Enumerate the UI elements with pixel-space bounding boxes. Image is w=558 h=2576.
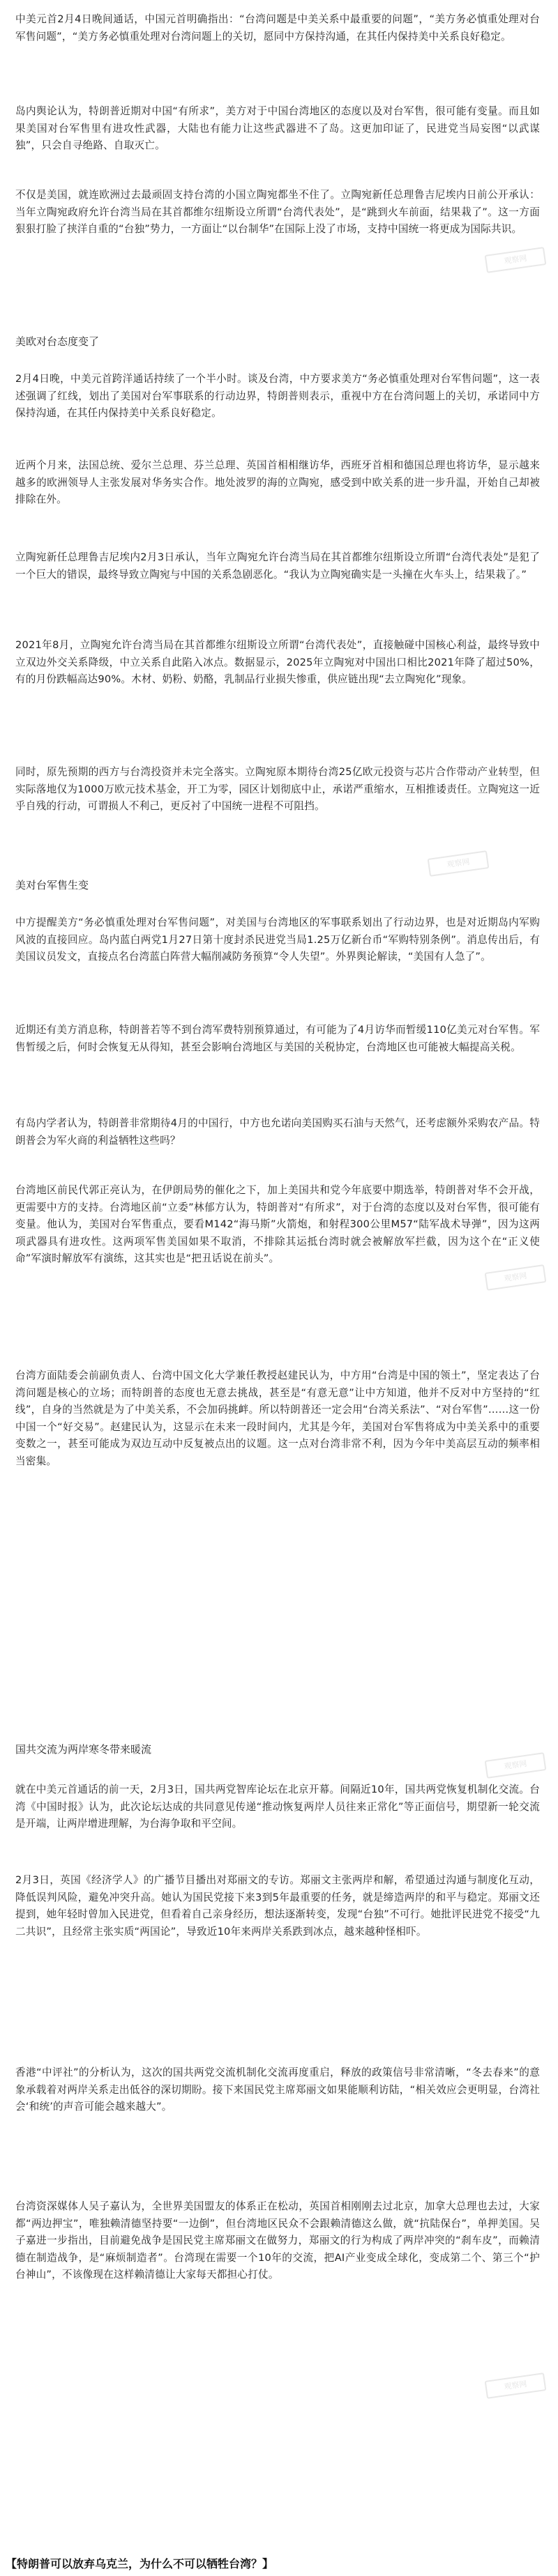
paragraph: 台湾资深媒体人吴子嘉认为，全世界美国盟友的体系正在松动，英国首相刚刚去过北京，加拿大总理也去过，大家都“两边押宝”，唯独赖清德坚持要“一边倒”，但台湾地区民众不会跟赖清德这么做，就“抗陆保台”，单押美国。吴子嘉进一步指出，目前避免战争是国民党主席郑丽文在做努力，郑丽文的行为构成了两岸冲突的“刹车皮”，而赖清德在制造战争，是“麻烦制造者”。台湾现在需要一个10年的交流，把AI产业变成全球化，变成第二个、第三个“护台神山”，不该像现在这样赖清德让大家每天都担心打仗。	[15, 2200, 540, 2281]
section-heading: 国共交流为两岸寒冬带来暖流	[15, 1743, 152, 1756]
paragraph: 近两个月来，法国总统、爱尔兰总理、芬兰总理、英国首相相继访华，西班牙首相和德国总理也将访华，显示越来越多的欧洲领导人主张发展对华务实合作。地处波罗的海的立陶宛，感受到中欧关系的进一步升温，开始自己却被排除在外。	[15, 459, 540, 506]
section-heading: 美欧对台态度变了	[15, 335, 100, 348]
paragraph: 2月4日晚，中美元首跨洋通话持续了一个半小时。谈及台湾，中方要求美方“务必慎重处理对台军售问题”，这一表述强调了红线，划出了美国对台军事联系的行动边界，特朗普则表示，重视中方在台湾问题上的关切，承诺同中方保持沟通，在其任内保持美中关系良好稳定。	[15, 373, 540, 420]
watermark-stamp: 观察网	[485, 247, 547, 273]
watermark-stamp: 观察网	[485, 1264, 547, 1291]
watermark-stamp: 观察网	[485, 1752, 547, 1779]
paragraph: 同时，原先预期的西方与台湾投资并未完全落实。立陶宛原本期待台湾25亿欧元投资与芯片合作带动产业转型，但实际落地仅为1000万欧元技术基金，开工为零，园区计划彻底中止，承诺严重缩水，互相推诿责任。立陶宛这一近乎自残的行动，可谓损人不利己，更反衬了中国统一进程不可阻挡。	[15, 766, 540, 813]
paragraph: 2月3日，英国《经济学人》的广播节目播出对郑丽文的专访。郑丽文主张两岸和解，希望通过沟通与制度化互动，降低误判风险，避免冲突升高。她认为国民党接下来3到5年最重要的任务，就是缔造两岸的和平与稳定。郑丽文还提到，她年轻时曾加入民进党，但看着自己亲身经历，想法逐渐转变，发现“台独”不可行。她批评民进党不接受“九二共识”，且经常主张实质“两国论”，导致近10年来两岸关系跌到冰点，越来越种怪相吓。	[15, 1874, 540, 1938]
watermark-stamp: 观察网	[485, 2372, 547, 2399]
paragraph: 有岛内学者认为，特朗普非常期待4月的中国行，中方也允诺向美国购买石油与天然气，还考虑额外采购农产品。特朗普会为军火商的利益牺牲这些吗？	[15, 1117, 540, 1147]
section-heading: 美对台军售生变	[15, 879, 89, 891]
paragraph: 2021年8月，立陶宛允许台湾当局在其首都维尔纽斯设立所谓“台湾代表处”，直接触碰中国核心利益，最终导致中立双边外交关系降级，中立关系自此陷入冰点。数据显示，2025年立陶宛对中国出口相比2021年降了超过50%，有的月份跌幅高达90%。木材、奶粉、奶酪，乳制品行业损失惨重，供应链出现“去立陶宛化”现象。	[15, 639, 540, 686]
paragraph: 近期还有美方消息称，特朗普若等不到台湾军费特别预算通过，有可能为了4月访华而暂缓110亿美元对台军售。军售暂缓之后，何时会恢复无从得知，甚至会影响台湾地区与美国的关税协定，台湾地区也可能被大幅提高关税。	[15, 1024, 540, 1053]
paragraph: 不仅是美国，就连欧洲过去最顽固支持台湾的小国立陶宛都坐不住了。立陶宛新任总理鲁吉尼埃内日前公开承认：当年立陶宛政府允许台湾当局在其首都维尔纽斯设立所谓“台湾代表处”，是“跳到火车前面，结果栽了”。这一方面狠狠打脸了挟洋自重的“台独”势力，一方面让“以台制华”在国际上没了市场，支持中国统一将更成为国际共识。	[15, 189, 540, 236]
paragraph: 立陶宛新任总理鲁吉尼埃内2月3日承认，当年立陶宛允许台湾当局在其首都维尔纽斯设立所谓“台湾代表处”是犯了一个巨大的错误，最终导致立陶宛与中国的关系急剧恶化。“我认为立陶宛确实是一头撞在火车头上，结果栽了。”	[15, 551, 540, 581]
paragraph: 就在中美元首通话的前一天，2月3日，国共两党智库论坛在北京开幕。间隔近10年，国共两党恢复机制化交流。台湾《中国时报》认为，此次论坛达成的共同意见传递“推动恢复两岸人员往来正常化”等正面信号，期望新一轮交流是开端，让两岸增进理解，为台海争取和平空间。	[15, 1784, 540, 1830]
paragraph: 香港“中评社”的分析认为，这次的国共两党交流机制化交流再度重启，释放的政策信号非常清晰，“冬去春来”的意象承载着对两岸关系走出低谷的深切期盼。接下来国民党主席郑丽文如果能顺利访陆，“相关效应会更明显，台湾社会‘和统’的声音可能会越来越大”。	[15, 2067, 540, 2113]
paragraph: 台湾地区前民代郭正亮认为，在伊朗局势的催化之下，加上美国共和党今年底要中期选举，特朗普对华不会开战，更需要中方的支持。台湾地区前“立委”林郁方认为，特朗普对“有所求”，对于台湾的态度以及对台军售，很可能有变量。他认为，美国对台军售重点，要看M142“海马斯”火箭炮，和射程300公里M57“陆军战术导弹”，因为这两项武器具有进攻性。这两项军售美国如果不取消，不排除其运抵台湾时就会被解放军拦截，因为这个在“正义使命”军演时解放军有演练，这其实也是“把丑话说在前头”。	[15, 1184, 540, 1265]
paragraph: 中美元首2月4日晚间通话，中国元首明确指出：“台湾问题是中美关系中最重要的问题”，“美方务必慎重处理对台军售问题”，“美方务必慎重处理对台湾问题上的关切，愿同中方保持沟通，在其任内保持美中关系良好稳定。	[15, 13, 540, 43]
paragraph: 中方提醒美方“务必慎重处理对台军售问题”，对美国与台湾地区的军事联系划出了行动边界，也是对近期岛内军购风波的直接回应。岛内蓝白两党1月27日第十度封杀民进党当局1.25万亿新台币“军购特别条例”。消息传出后，有美国议员发文，直接点名台湾蓝白阵营大幅削减防务预算“令人失望”。外界舆论解读，“美国有人急了”。	[15, 917, 540, 963]
watermark-stamp: 观察网	[428, 850, 490, 877]
paragraph: 台湾方面陆委会前副负责人、台湾中国文化大学兼任教授赵建民认为，中方用“台湾是中国的领土”，坚定表达了台湾问题是核心的立场；而特朗普的态度也无意去挑战，甚至是“有意无意”让中方知道，他并不反对中方坚持的“红线”，自身的当然就是为了中美关系，不会加码挑衅。所以特朗普还一定会用“台湾关系法”、“对台军售”……这一份中国一个“好交易”。赵建民认为，这显示在未来一段时间内，尤其是今年，美国对台军售将成为中美关系中的重要变数之一，甚至可能成为双边互动中反复被点出的议题。这一点对台湾非常不利，因为今年中美高层互动的频率相当密集。	[15, 1370, 540, 1467]
paragraph: 岛内舆论认为，特朗普近期对中国“有所求”，美方对于中国台湾地区的态度以及对台军售，很可能有变量。而且如果美国对台军售里有进攻性武器，大陆也有能力让这些武器进不了岛。这更加印证了，民进党当局妄图“以武谋独”，只会自寻绝路、自取灭亡。	[15, 105, 540, 152]
related-article-title[interactable]: 【特朗普可以放弃乌克兰，为什么不可以牺牲台湾？】	[6, 2557, 274, 2570]
